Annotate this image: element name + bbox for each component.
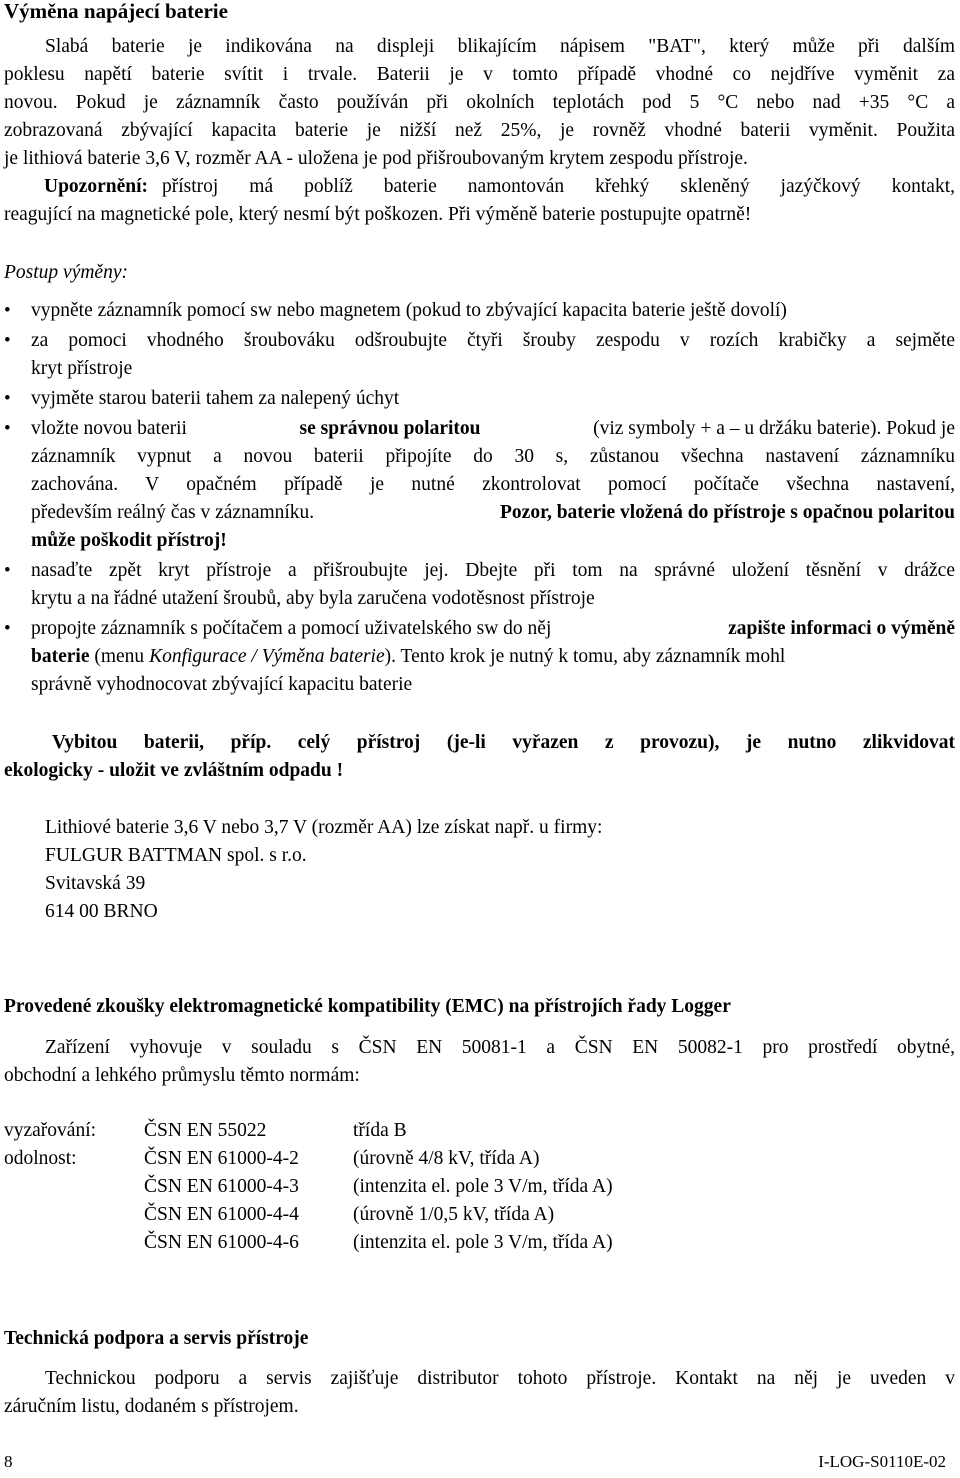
procedure-item: vyjměte starou baterii tahem za nalepený úchyt [31, 388, 400, 409]
warning-text: přístroj má poblíž baterie namontován křehký skleněný jazýčkový kontakt, [162, 176, 955, 197]
disposal-text: Vybitou baterii, příp. celý přístroj (je-li vyřazen z provozu), je nutno zlikvidovat [52, 732, 955, 753]
battery-text-line: je lithiová baterie 3,6 V, rozměr AA - uložena je pod přišroubovaným krytem zespodu přístroje. [4, 148, 748, 169]
procedure-item [31, 615, 955, 643]
emc-intro: Zařízení vyhovuje v souladu s ČSN EN 50081-1 a ČSN EN 50082-1 pro prostředí obytné, [45, 1037, 955, 1058]
item-emphasis: zapište informaci o výměně [728, 618, 955, 639]
procedure-item: krytu a na řádné utažení šroubů, aby byla zaručena vodotěsnost přístroje [31, 588, 595, 609]
bullet-icon: • [4, 418, 11, 439]
item-emphasis: baterie [31, 646, 90, 667]
row-detail: (úrovně 1/0,5 kV, třída A) [353, 1204, 555, 1225]
supplier-street: Svitavská 39 [45, 873, 146, 894]
row-standard: ČSN EN 61000-4-3 [144, 1176, 299, 1197]
row-standard: ČSN EN 61000-4-6 [144, 1232, 299, 1253]
support-text: záručním listu, dodaném s přístrojem. [4, 1396, 299, 1417]
battery-text-line: Slabá baterie je indikována na displeji blikajícím nápisem "BAT", který může při dalším [45, 36, 955, 57]
item-warning: Pozor, baterie vložená do přístroje s opačnou polaritou [500, 502, 955, 523]
battery-text-line: poklesu napětí baterie svítit i trvale. Baterii je v tomto případě vhodné co nejdříve vyměnit za [4, 64, 955, 85]
row-standard: ČSN EN 61000-4-2 [144, 1148, 299, 1169]
menu-path: Konfigurace / Výměna baterie [149, 646, 385, 667]
warning-text: reagující na magnetické pole, který nesmí být poškozen. Při výměně baterie postupujte opatrně! [4, 204, 752, 225]
row-standard: ČSN EN 61000-4-4 [144, 1204, 299, 1225]
row-label: vyzařování: [4, 1120, 97, 1141]
battery-text-line: zobrazovaná zbývající kapacita baterie je nižší než 25%, je rovněž vhodné baterii vyměnit. Použita [4, 120, 955, 141]
bullet-icon: • [4, 330, 11, 351]
item-text: především reálný čas v záznamníku. [31, 502, 315, 523]
item-emphasis: se správnou polaritou [299, 418, 481, 439]
warning-line [44, 173, 955, 201]
procedure-item: zachována. V opačném případě je nutné zkontrolovat pomocí počítače všechna nastavení, [31, 474, 955, 495]
item-text: (viz symboly + a – u držáku baterie). Pokud je [593, 418, 955, 439]
row-detail: (intenzita el. pole 3 V/m, třída A) [353, 1176, 613, 1197]
bullet-icon: • [4, 388, 11, 409]
bullet-icon: • [4, 618, 11, 639]
bullet-icon: • [4, 560, 11, 581]
procedure-item: záznamník vypnut a novou baterii připojíte do 30 s, zůstanou všechna nastavení záznamníku [31, 446, 955, 467]
item-text: ). Tento krok je nutný k tomu, aby záznamník mohl [384, 646, 786, 667]
document-code: I-LOG-S0110E-02 [818, 1452, 946, 1471]
row-label: odolnost: [4, 1148, 77, 1169]
procedure-item [31, 499, 955, 527]
emc-heading: Provedené zkoušky elektromagnetické kompatibility (EMC) na přístrojích řady Logger [4, 996, 731, 1017]
item-text: (menu [94, 646, 145, 667]
procedure-item: za pomoci vhodného šroubováku odšroubujte čtyři šrouby zespodu v rozích krabičky a sejměte [31, 330, 955, 351]
page-number: 8 [4, 1452, 13, 1471]
supplier-line: Lithiové baterie 3,6 V nebo 3,7 V (rozměr AA) lze získat např. u firmy: [45, 817, 603, 838]
item-warning: může poškodit přístroj! [31, 530, 227, 551]
procedure-item: vypněte záznamník pomocí sw nebo magnetem (pokud to zbývající kapacita baterie ještě dovolí) [31, 300, 787, 321]
battery-text-line: novou. Pokud je záznamník často používán při okolních teplotách pod 5 °C nebo nad +35 °C a [4, 92, 955, 113]
item-text: propojte záznamník s počítačem a pomocí uživatelského sw do něj [31, 618, 552, 639]
procedure-item: kryt přístroje [31, 358, 133, 379]
emc-intro: obchodní a lehkého průmyslu těmto normám: [4, 1065, 360, 1086]
support-heading: Technická podpora a servis přístroje [4, 1328, 309, 1349]
procedure-item: správně vyhodnocovat zbývající kapacitu baterie [31, 674, 413, 695]
warning-label: Upozornění: [44, 176, 148, 197]
support-text: Technickou podporu a servis zajišťuje distributor tohoto přístroje. Kontakt na něj je uveden v [45, 1368, 955, 1389]
disposal-text: ekologicky - uložit ve zvláštním odpadu ! [4, 760, 344, 781]
bullet-icon: • [4, 300, 11, 321]
supplier-city: 614 00 BRNO [45, 901, 158, 922]
row-standard: ČSN EN 55022 [144, 1120, 267, 1141]
row-detail: (úrovně 4/8 kV, třída A) [353, 1148, 540, 1169]
procedure-item: nasaďte zpět kryt přístroje a přišroubujte jej. Dbejte při tom na správné uložení těsnění v drážce [31, 560, 955, 581]
supplier-name: FULGUR BATTMAN spol. s r.o. [45, 845, 307, 866]
battery-heading: Výměna napájecí baterie [4, 0, 228, 23]
item-text: vložte novou baterii [31, 418, 187, 439]
row-detail: třída B [353, 1120, 407, 1141]
procedure-item [31, 643, 785, 671]
row-detail: (intenzita el. pole 3 V/m, třída A) [353, 1232, 613, 1253]
procedure-item [31, 415, 955, 443]
procedure-heading: Postup výměny: [4, 262, 128, 283]
